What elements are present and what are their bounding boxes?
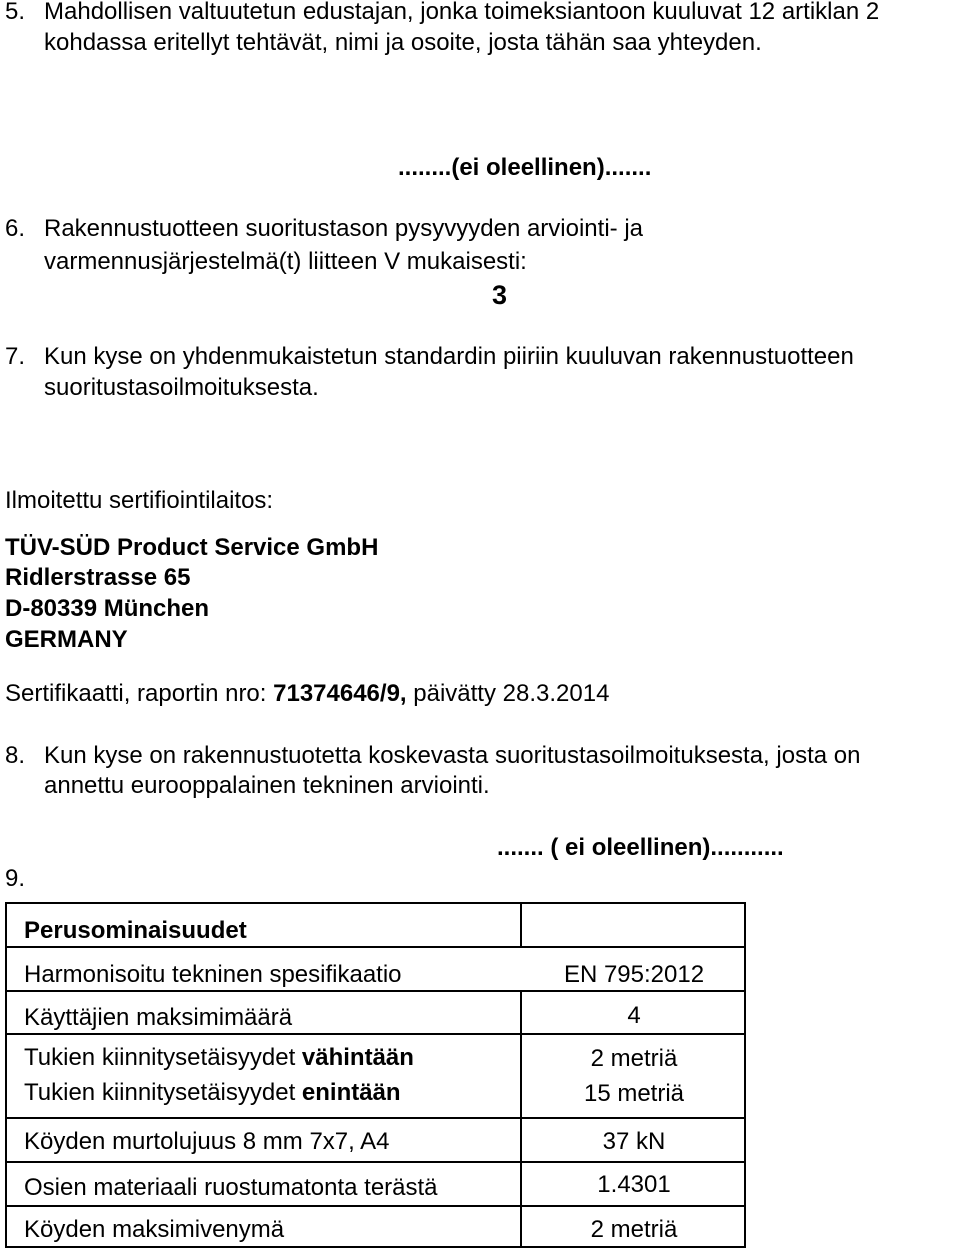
item-8-line-1: Kun kyse on rakennustuotetta koskevasta suoritustasoilmoituksesta, josta on [44,742,861,769]
table-rule [7,1033,744,1035]
table-rule [7,1205,744,1207]
properties-table [5,902,746,1248]
item-5-answer: ........(ei oleellinen)....... [398,154,652,181]
spec-value: EN 795:2012 [563,961,705,988]
item-6-number: 6. [5,215,26,242]
table-rule [7,1161,744,1163]
table-rule [7,946,744,948]
material-value: 1.4301 [597,1171,671,1198]
users-label: Käyttäjien maksimimäärä [24,1004,293,1031]
max-spacing-label-bold: enintään [301,1079,401,1106]
item-8-number: 8. [5,742,26,769]
max-spacing-label-prefix: Tukien kiinnitysetäisyydet [24,1079,302,1106]
notified-body-street: Ridlerstrasse 65 [5,564,191,591]
item-9-number: 9. [5,865,26,892]
table-rule [7,990,744,992]
notified-body-country: GERMANY [5,626,128,653]
min-spacing-label-bold: vähintään [301,1044,414,1071]
item-8-line-2: annettu eurooppalainen tekninen arviointi. [44,772,490,799]
item-7-number: 7. [5,343,26,370]
spec-label: Harmonisoitu tekninen spesifikaatio [24,961,402,988]
item-7-line-1: Kun kyse on yhdenmukaistetun standardin piiriin kuuluvan rakennustuotteen [44,343,854,370]
certificate-line [5,679,609,709]
item-6-line-2: varmennusjärjestelmä(t) liitteen V mukaisesti: [44,248,527,275]
material-label: Osien materiaali ruostumatonta terästä [24,1174,438,1201]
notified-body-city: D-80339 München [5,595,210,622]
min-spacing-label-prefix: Tukien kiinnitysetäisyydet [24,1044,302,1071]
table-header: Perusominaisuudet [24,917,247,944]
item-7-line-2: suoritustasoilmoituksesta. [44,374,319,401]
notified-body-name: TÜV-SÜD Product Service GmbH [5,534,379,561]
certificate-prefix: Sertifikaatti, raportin nro: [5,680,274,707]
rope-strength-label: Köyden murtolujuus 8 mm 7x7, A4 [24,1128,390,1155]
item-6-answer: 3 [492,280,508,310]
certificate-date: päivätty 28.3.2014 [406,680,610,707]
max-spacing-label [24,1078,401,1108]
users-value: 4 [627,1002,641,1029]
table-rule [7,1117,744,1119]
min-spacing-value: 2 metriä [590,1045,678,1072]
table-divider [520,904,522,946]
elongation-label: Köyden maksimivenymä [24,1216,285,1243]
item-8-answer: ....... ( ei oleellinen)........... [497,834,784,861]
notified-body-label: Ilmoitettu sertifiointilaitos: [5,487,274,514]
item-5-line-2: kohdassa eritellyt tehtävät, nimi ja osoite, josta tähän saa yhteyden. [44,29,762,56]
item-5-line-1: Mahdollisen valtuutetun edustajan, jonka toimeksiantoon kuuluvat 12 artiklan 2 [44,0,880,25]
certificate-number: 71374646/9, [273,680,407,707]
max-spacing-value: 15 metriä [583,1080,685,1107]
elongation-value: 2 metriä [590,1216,678,1243]
min-spacing-label [24,1043,414,1073]
item-5-number: 5. [5,0,26,25]
item-6-line-1: Rakennustuotteen suoritustason pysyvyyden arviointi- ja [44,215,643,242]
rope-strength-value: 37 kN [602,1128,666,1155]
